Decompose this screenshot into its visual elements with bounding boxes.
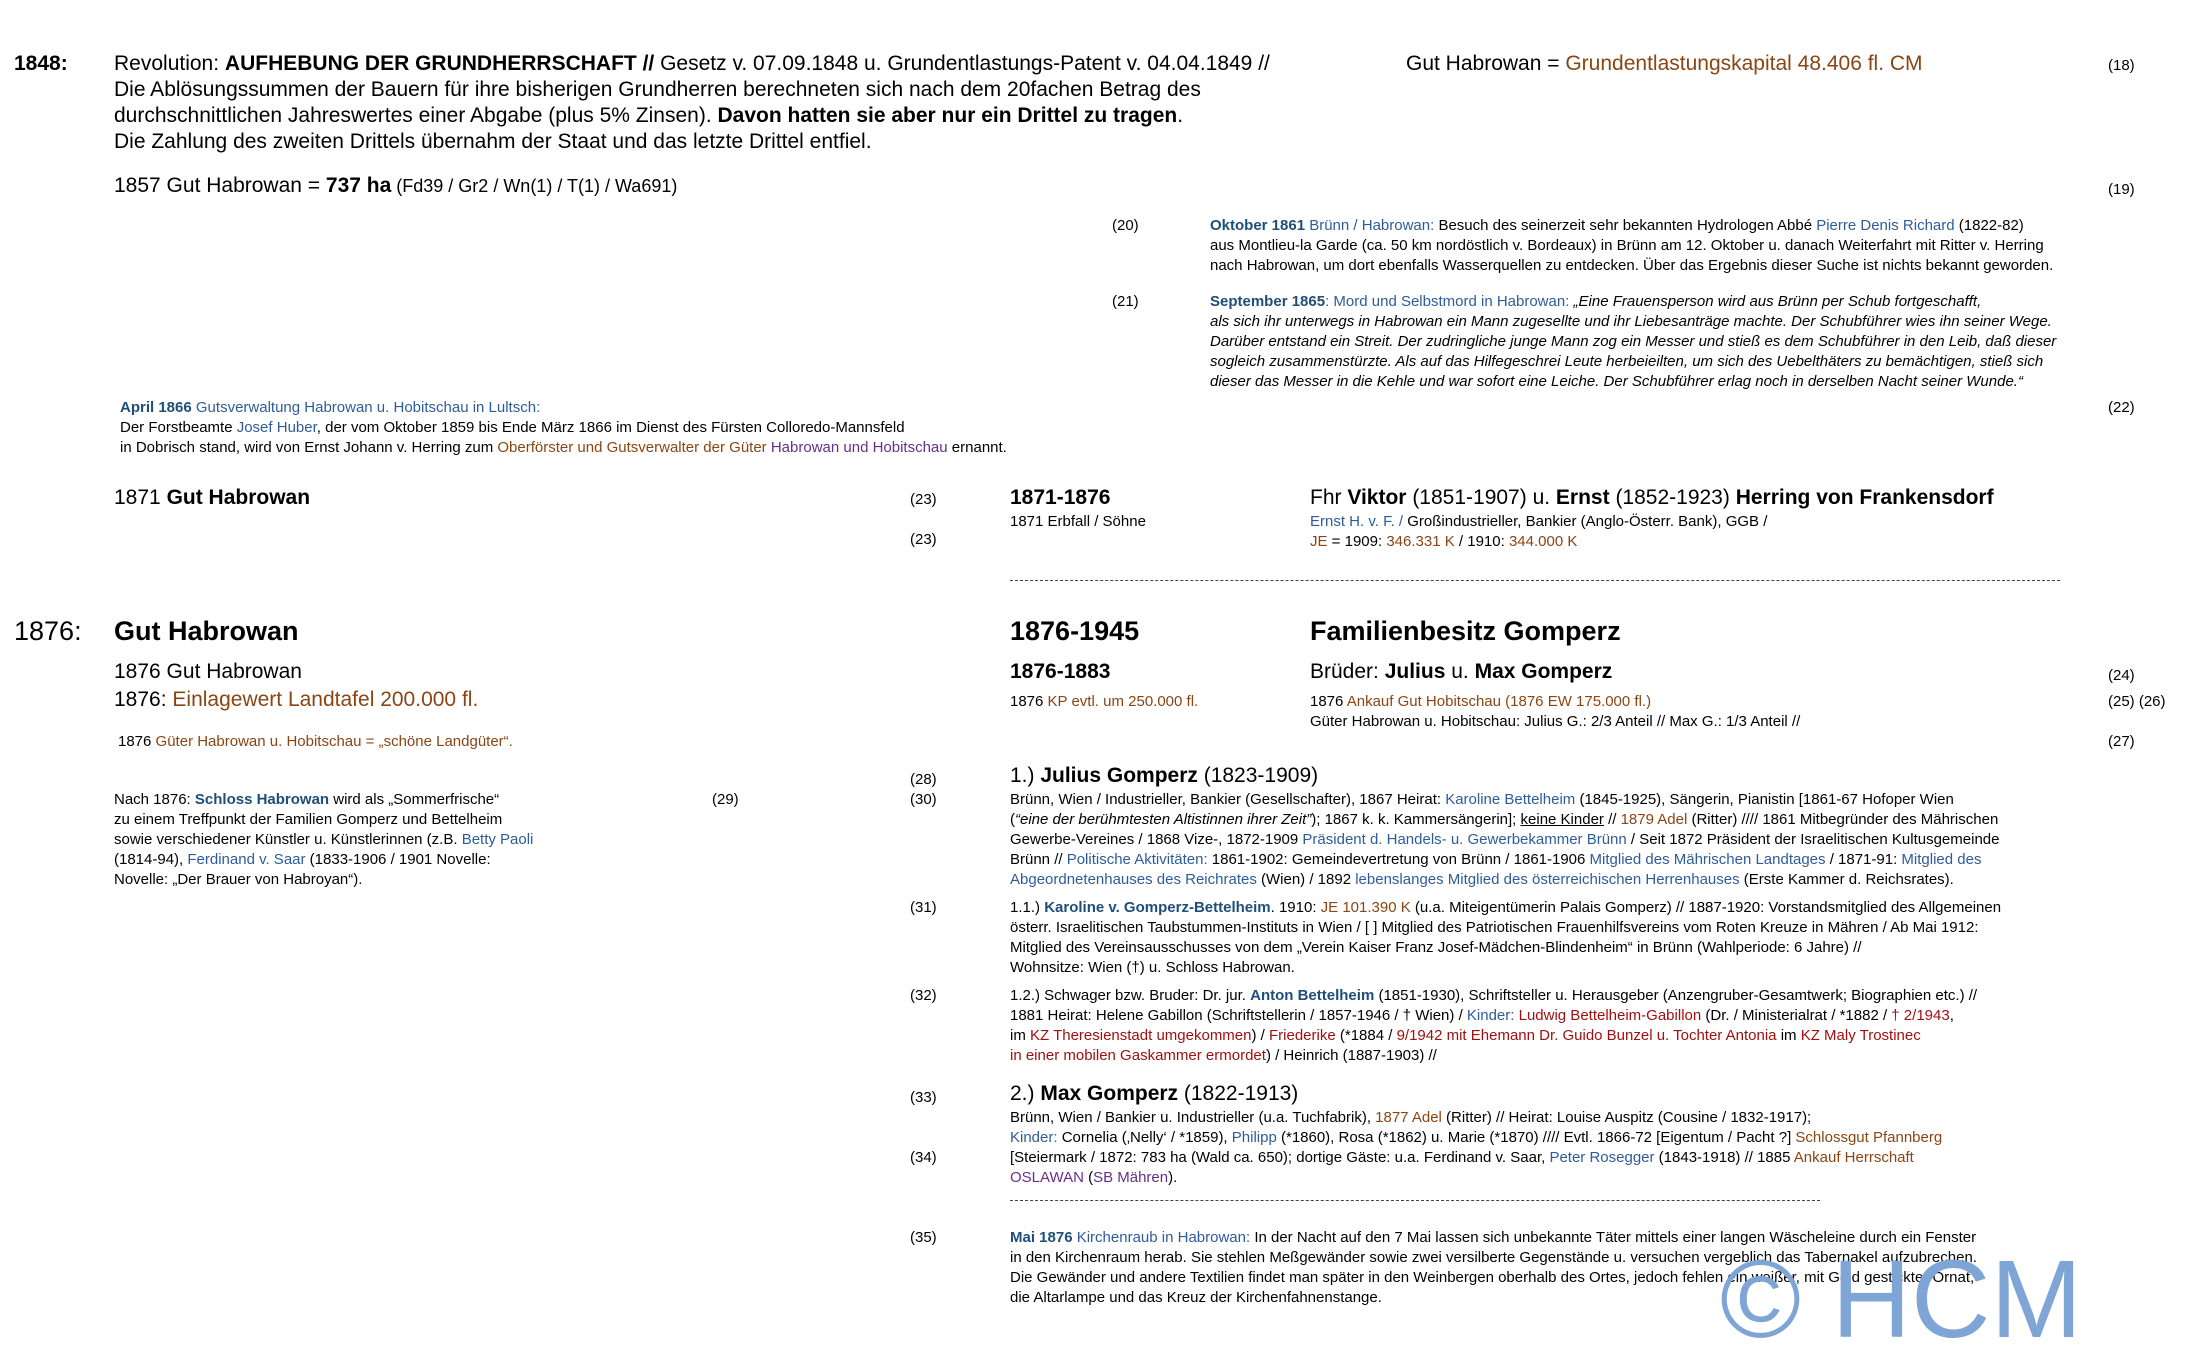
herring-details-2: JE = 1909: 346.331 K / 1910: 344.000 K — [1310, 533, 1578, 550]
ref-30: (30) — [910, 791, 937, 808]
max-line1: Brünn, Wien / Bankier u. Industrieller (u.a. Tuchfabrik), 1877 Adel (Ritter) // Heirat: Louise Auspitz (Cousine / 1832-1917); — [1010, 1109, 1812, 1126]
schloss-line1: Nach 1876: Schloss Habrowan wird als „Sommerfrische“ — [114, 791, 500, 808]
ref-22: (22) — [2108, 399, 2135, 416]
owner-herring: Fhr Viktor (1851-1907) u. Ernst (1852-1923) Herring von Frankensdorf — [1310, 486, 1994, 509]
herring-details-1: Ernst H. v. F. / Großindustrieller, Bankier (Anglo-Österr. Bank), GGB / — [1310, 513, 1768, 530]
note-1876-line4: die Altarlampe und das Kreuz der Kirchenfahnenstange. — [1010, 1289, 1382, 1306]
section-1848-line1: Revolution: AUFHEBUNG DER GRUNDHERRSCHAFT // Gesetz v. 07.09.1848 u. Grundentlastungs-Patent v. 04.04.1849 // — [114, 52, 1270, 75]
max-line2: Kinder: Cornelia (‚Nelly‘ / *1859), Philipp (*1860), Rosa (*1862) u. Marie (*1870) //// Evtl. 1866-72 [Eigentum / Pacht ?] Schlossgut Pfannberg — [1010, 1129, 1943, 1146]
kp-note: 1876 KP evtl. um 250.000 fl. — [1010, 693, 1199, 710]
ref-25-26: (25) (26) — [2108, 693, 2166, 710]
ref-23a: (23) — [910, 491, 937, 508]
karoline-line2: österr. Israelitischen Taubstummen-Instituts in Wien / [ ] Mitglied des Patriotischen Frauenhilfsvereins vom Roten Kreuze in Mähren / Ab Mai 1912: — [1010, 919, 1979, 936]
ankauf-hobitschau: 1876 Ankauf Gut Hobitschau (1876 EW 175.000 fl.) — [1310, 693, 1652, 710]
schloss-line2: zu einem Treffpunkt der Familien Gomperz und Bettelheim — [114, 811, 503, 828]
max-line4: OSLAWAN (SB Mähren). — [1010, 1169, 1178, 1186]
section-1876-title: Gut Habrowan — [114, 616, 299, 646]
note-1861-line2: aus Montlieu-la Garde (ca. 50 km nordöstlich v. Bordeaux) in Brünn am 12. Oktober u. danach Weiterfahrt mit Ritter v. Herring — [1210, 237, 2044, 254]
year-1876: 1876: — [14, 616, 82, 646]
note-1865-line5: dieser das Messer in die Kehle und war sofort eine Leiche. Der Schubführer erlag noch in derselben Nacht seiner Wunde.“ — [1210, 373, 2023, 390]
section-1871-left: 1871 Gut Habrowan — [114, 486, 311, 509]
section-1848-line2: Die Ablösungssummen der Bauern für ihre bisherigen Grundherren berechneten sich nach dem 20fachen Betrag des — [114, 78, 1201, 101]
section-1848-line3: durchschnittlichen Jahreswertes einer Abgabe (plus 5% Zinsen). Davon hatten sie aber nur ein Drittel zu tragen. — [114, 104, 1184, 127]
schloss-line4: (1814-94), Ferdinand v. Saar (1833-1906 / 1901 Novelle: — [114, 851, 491, 868]
ref-18: (18) — [2108, 57, 2135, 74]
owner-gomperz: Familienbesitz Gomperz — [1310, 616, 1621, 646]
hcm-watermark: © HCM — [1720, 1238, 2083, 1361]
note-1861-line3: nach Habrowan, um dort ebenfalls Wasserquellen zu entdecken. Über das Ergebnis dieser Suche ist nichts bekannt geworden. — [1210, 257, 2054, 274]
section-1876-line2: 1876: Einlagewert Landtafel 200.000 fl. — [114, 688, 479, 711]
anton-line3: im KZ Theresienstadt umgekommen) / Friederike (*1884 / 9/1942 mit Ehemann Dr. Guido Bunzel u. Tochter Antonia im KZ Maly Trostinec — [1010, 1027, 1921, 1044]
max-line3: [Steiermark / 1872: 783 ha (Wald ca. 650); dortige Gäste: u.a. Ferdinand v. Saar, Peter Rosegger (1843-1918) // 1885 Ankauf Herrschaft — [1010, 1149, 1914, 1166]
note-1876-line3: Die Gewänder und andere Textilien findet man später in den Weinbergen oberhalb des Ortes, jedoch fehlen ein weißer, mit Gold gestickter Ornat, — [1010, 1269, 1975, 1286]
anteile-note: Güter Habrowan u. Hobitschau: Julius G.: 2/3 Anteil // Max G.: 1/3 Anteil // — [1310, 713, 1801, 730]
brueder-gomperz: Brüder: Julius u. Max Gomperz — [1310, 660, 1613, 683]
section-1876-line3: 1876 Güter Habrowan u. Hobitschau = „schöne Landgüter“. — [118, 733, 513, 750]
ref-23b: (23) — [910, 531, 937, 548]
ref-27: (27) — [2108, 733, 2135, 750]
note-1865-line3: Darüber entstand ein Streit. Der zudringliche junge Mann zog ein Messer und stieß es dem Schubführer in den Leib, daß dieser — [1210, 333, 2057, 350]
note-1861-line1: Oktober 1861 Brünn / Habrowan: Besuch des seinerzeit sehr bekannten Hydrologen Abbé Pierre Denis Richard (1822-82) — [1210, 217, 2024, 234]
ref-28: (28) — [910, 771, 937, 788]
ref-19: (19) — [2108, 181, 2135, 198]
ref-24: (24) — [2108, 667, 2135, 684]
max-heading: 2.) Max Gomperz (1822-1913) — [1010, 1082, 1299, 1105]
julius-line3: Gewerbe-Vereines / 1868 Vize-, 1872-1909 Präsident d. Handels- u. Gewerbekammer Brünn / Seit 1872 Präsident der Israelitischen Kultusgemeinde — [1010, 831, 2000, 848]
note-1866-line1: Der Forstbeamte Josef Huber, der vom Oktober 1859 bis Ende März 1866 im Dienst des Fürsten Colloredo-Mannsfeld — [120, 419, 905, 436]
year-1848: 1848: — [14, 52, 68, 75]
note-1866-title: April 1866 Gutsverwaltung Habrowan u. Hobitschau in Lultsch: — [120, 399, 541, 416]
ref-33: (33) — [910, 1089, 937, 1106]
ref-35: (35) — [910, 1229, 937, 1246]
divider-2 — [1010, 1200, 1820, 1201]
gut-habrowan-grundentlastung: Gut Habrowan = Grundentlastungskapital 48.406 fl. CM — [1406, 52, 1923, 75]
section-1876-line1: 1876 Gut Habrowan — [114, 660, 302, 683]
karoline-line4: Wohnsitze: Wien (†) u. Schloss Habrowan. — [1010, 959, 1295, 976]
karoline-line1: 1.1.) Karoline v. Gomperz-Bettelheim. 1910: JE 101.390 K (u.a. Miteigentümerin Palais Gomperz) // 1887-1920: Vorstandsmitglied des Allgemeinen — [1010, 899, 2002, 916]
note-1876-line1: Mai 1876 Kirchenraub in Habrowan: In der Nacht auf den 7 Mai lassen sich unbekannte Täter mittels einer langen Wäscheleine durch ein Fenster — [1010, 1229, 1977, 1246]
section-1857: 1857 Gut Habrowan = 737 ha (Fd39 / Gr2 / Wn(1) / T(1) / Wa691) — [114, 174, 678, 197]
section-1848-line4: Die Zahlung des zweiten Drittels übernahm der Staat und das letzte Drittel entfiel. — [114, 130, 872, 153]
julius-line2: (“eine der berühmtesten Altistinnen ihrer Zeit”); 1867 k. k. Kammersängerin]; keine Kinder // 1879 Adel (Ritter) //// 1861 Mitbegründer des Mährischen — [1010, 811, 1999, 828]
anton-line1: 1.2.) Schwager bzw. Bruder: Dr. jur. Anton Bettelheim (1851-1930), Schriftsteller u. Herausgeber (Anzengruber-Gesamtwerk; Biographien etc.) // — [1010, 987, 1978, 1004]
erbfall-note: 1871 Erbfall / Söhne — [1010, 513, 1146, 530]
anton-line2: 1881 Heirat: Helene Gabillon (Schriftstellerin / 1857-1946 / † Wien) / Kinder: Ludwig Bettelheim-Gabillon (Dr. / Ministerialrat / *1882 / † 2/1943, — [1010, 1007, 1954, 1024]
julius-line1: Brünn, Wien / Industrieller, Bankier (Gesellschafter), 1867 Heirat: Karoline Bettelheim (1845-1925), Sängerin, Pianistin [1861-67 Hofoper Wien — [1010, 791, 1954, 808]
ref-32: (32) — [910, 987, 937, 1004]
divider — [1010, 580, 2060, 581]
ref-34: (34) — [910, 1149, 937, 1166]
note-1865-line1: September 1865: Mord und Selbstmord in Habrowan: „Eine Frauensperson wird aus Brünn per Schub fortgeschafft, — [1210, 293, 1982, 310]
ref-31: (31) — [910, 899, 937, 916]
period-1876-1945: 1876-1945 — [1010, 616, 1140, 646]
note-1866-line2: in Dobrisch stand, wird von Ernst Johann v. Herring zum Oberförster und Gutsverwalter der Güter Habrowan und Hobitschau ernannt. — [120, 439, 1007, 456]
ref-21: (21) — [1112, 293, 1139, 310]
schloss-line5: Novelle: „Der Brauer von Habroyan“). — [114, 871, 363, 888]
ref-29: (29) — [712, 791, 739, 808]
period-1876-1883: 1876-1883 — [1010, 660, 1111, 683]
karoline-line3: Mitglied des Vereinsausschusses von dem „Verein Kaiser Franz Josef-Mädchen-Blindenheim“ in Brünn (Wahlperiode: 6 Jahre) // — [1010, 939, 1862, 956]
julius-heading: 1.) Julius Gomperz (1823-1909) — [1010, 764, 1319, 787]
period-1871-1876: 1871-1876 — [1010, 486, 1111, 509]
schloss-line3: sowie verschiedener Künstler u. Künstlerinnen (z.B. Betty Paoli — [114, 831, 534, 848]
anton-line4: in einer mobilen Gaskammer ermordet) / Heinrich (1887-1903) // — [1010, 1047, 1437, 1064]
julius-line5: Abgeordnetenhauses des Reichrates (Wien) / 1892 lebenslanges Mitglied des österreichischen Herrenhauses (Erste Kammer d. Reichsrates). — [1010, 871, 1954, 888]
note-1876-line2: in den Kirchenraum herab. Sie stehlen Meßgewänder sowie zwei versilberte Gegenstände u. versuchen vergeblich das Tabernakel aufzubrechen. — [1010, 1249, 1977, 1266]
ref-20: (20) — [1112, 217, 1139, 234]
julius-line4: Brünn // Politische Aktivitäten: 1861-1902: Gemeindevertretung von Brünn / 1861-1906 Mitglied des Mährischen Landtages / 1871-91: Mitglied des — [1010, 851, 1982, 868]
note-1865-line4: sogleich zusammenstürzte. Als auf das Hilfegeschrei Leute herbeieilten, um sich des Uebelthäters zu bemächtigen, stieß sich — [1210, 353, 2044, 370]
note-1865-line2: als sich ihr unterwegs in Habrowan ein Mann zugesellte und ihr Liebesanträge machte. Der Schubführer wies ihn seiner Wege. — [1210, 313, 2052, 330]
